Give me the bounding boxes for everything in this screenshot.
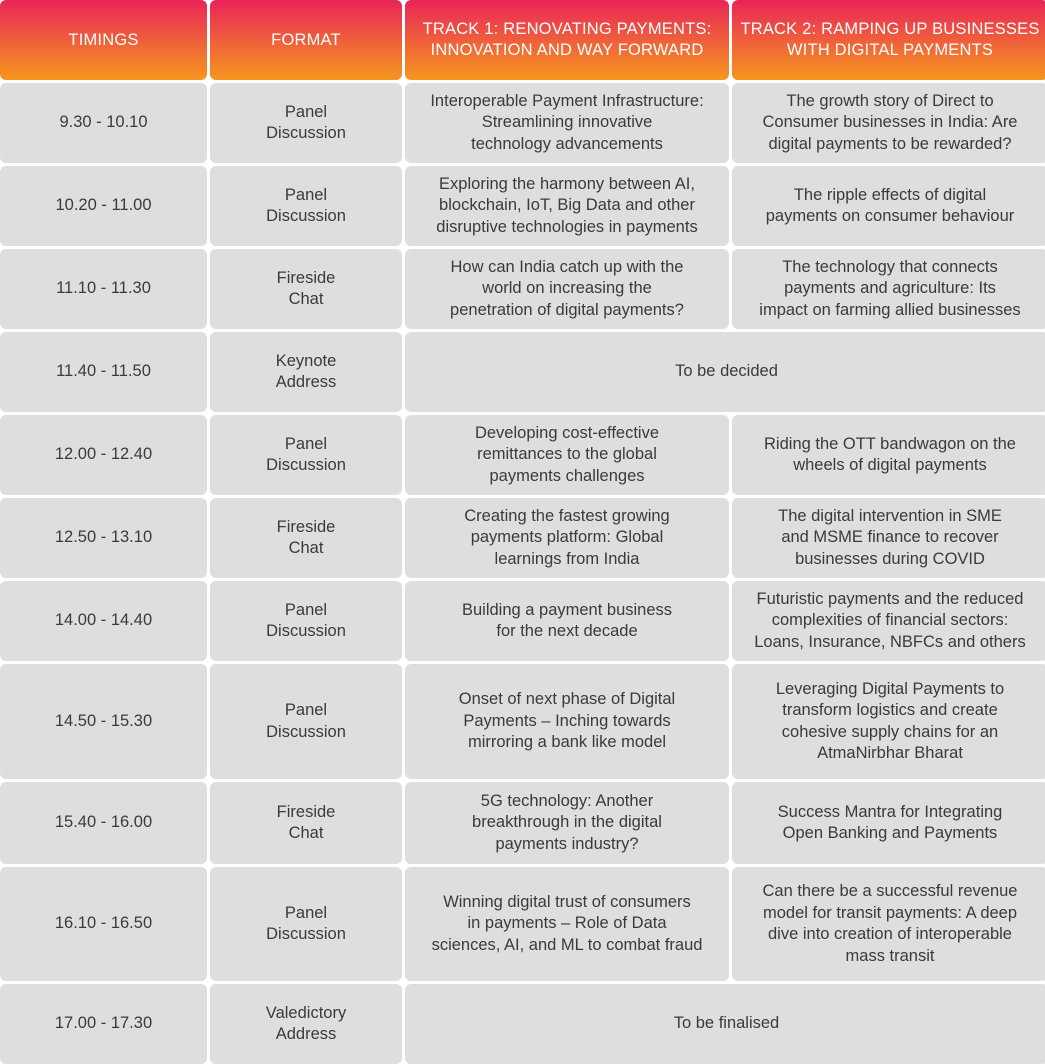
- format-cell: Panel Discussion: [210, 415, 402, 495]
- timing-cell: 14.50 - 15.30: [0, 664, 207, 779]
- header-track-1: TRACK 1: RENOVATING PAYMENTS: INNOVATION AND WAY FORWARD: [405, 0, 729, 80]
- track-1-session: Creating the fastest growing payments platform: Global learnings from India: [405, 498, 729, 578]
- format-cell: Panel Discussion: [210, 867, 402, 981]
- track-1-session: Exploring the harmony between AI, blockchain, IoT, Big Data and other disruptive technologies in payments: [405, 166, 729, 246]
- track-1-session: Winning digital trust of consumers in payments – Role of Data sciences, AI, and ML to combat fraud: [405, 867, 729, 981]
- format-cell: Fireside Chat: [210, 498, 402, 578]
- timing-cell: 10.20 - 11.00: [0, 166, 207, 246]
- track-2-session: Success Mantra for Integrating Open Banking and Payments: [732, 782, 1045, 864]
- track-1-session: Developing cost-effective remittances to the global payments challenges: [405, 415, 729, 495]
- track-2-session: The ripple effects of digital payments on consumer behaviour: [732, 166, 1045, 246]
- timing-cell: 17.00 - 17.30: [0, 984, 207, 1064]
- format-cell: Panel Discussion: [210, 83, 402, 163]
- format-cell: Valedictory Address: [210, 984, 402, 1064]
- track-2-session: Futuristic payments and the reduced complexities of financial sectors: Loans, Insurance, NBFCs and others: [732, 581, 1045, 661]
- track-2-session: The digital intervention in SME and MSME finance to recover businesses during COVID: [732, 498, 1045, 578]
- combined-session: To be finalised: [405, 984, 1045, 1064]
- format-cell: Fireside Chat: [210, 249, 402, 329]
- track-1-session: Building a payment business for the next decade: [405, 581, 729, 661]
- timing-cell: 14.00 - 14.40: [0, 581, 207, 661]
- header-timings: TIMINGS: [0, 0, 207, 80]
- track-1-session: Onset of next phase of Digital Payments – Inching towards mirroring a bank like model: [405, 664, 729, 779]
- timing-cell: 9.30 - 10.10: [0, 83, 207, 163]
- track-1-session: How can India catch up with the world on increasing the penetration of digital payments?: [405, 249, 729, 329]
- combined-session: To be decided: [405, 332, 1045, 412]
- timing-cell: 15.40 - 16.00: [0, 782, 207, 864]
- track-2-session: The technology that connects payments and agriculture: Its impact on farming allied businesses: [732, 249, 1045, 329]
- format-cell: Panel Discussion: [210, 664, 402, 779]
- header-format: FORMAT: [210, 0, 402, 80]
- track-2-session: Riding the OTT bandwagon on the wheels of digital payments: [732, 415, 1045, 495]
- track-2-session: The growth story of Direct to Consumer businesses in India: Are digital payments to be rewarded?: [732, 83, 1045, 163]
- timing-cell: 12.00 - 12.40: [0, 415, 207, 495]
- track-2-session: Leveraging Digital Payments to transform logistics and create cohesive supply chains for an AtmaNirbhar Bharat: [732, 664, 1045, 779]
- timing-cell: 11.40 - 11.50: [0, 332, 207, 412]
- format-cell: Fireside Chat: [210, 782, 402, 864]
- format-cell: Panel Discussion: [210, 581, 402, 661]
- timing-cell: 12.50 - 13.10: [0, 498, 207, 578]
- format-cell: Keynote Address: [210, 332, 402, 412]
- timing-cell: 16.10 - 16.50: [0, 867, 207, 981]
- track-1-session: Interoperable Payment Infrastructure: Streamlining innovative technology advancements: [405, 83, 729, 163]
- track-1-session: 5G technology: Another breakthrough in the digital payments industry?: [405, 782, 729, 864]
- header-track-2: TRACK 2: RAMPING UP BUSINESSES WITH DIGITAL PAYMENTS: [732, 0, 1045, 80]
- format-cell: Panel Discussion: [210, 166, 402, 246]
- track-2-session: Can there be a successful revenue model for transit payments: A deep dive into creation of interoperable mass transit: [732, 867, 1045, 981]
- timing-cell: 11.10 - 11.30: [0, 249, 207, 329]
